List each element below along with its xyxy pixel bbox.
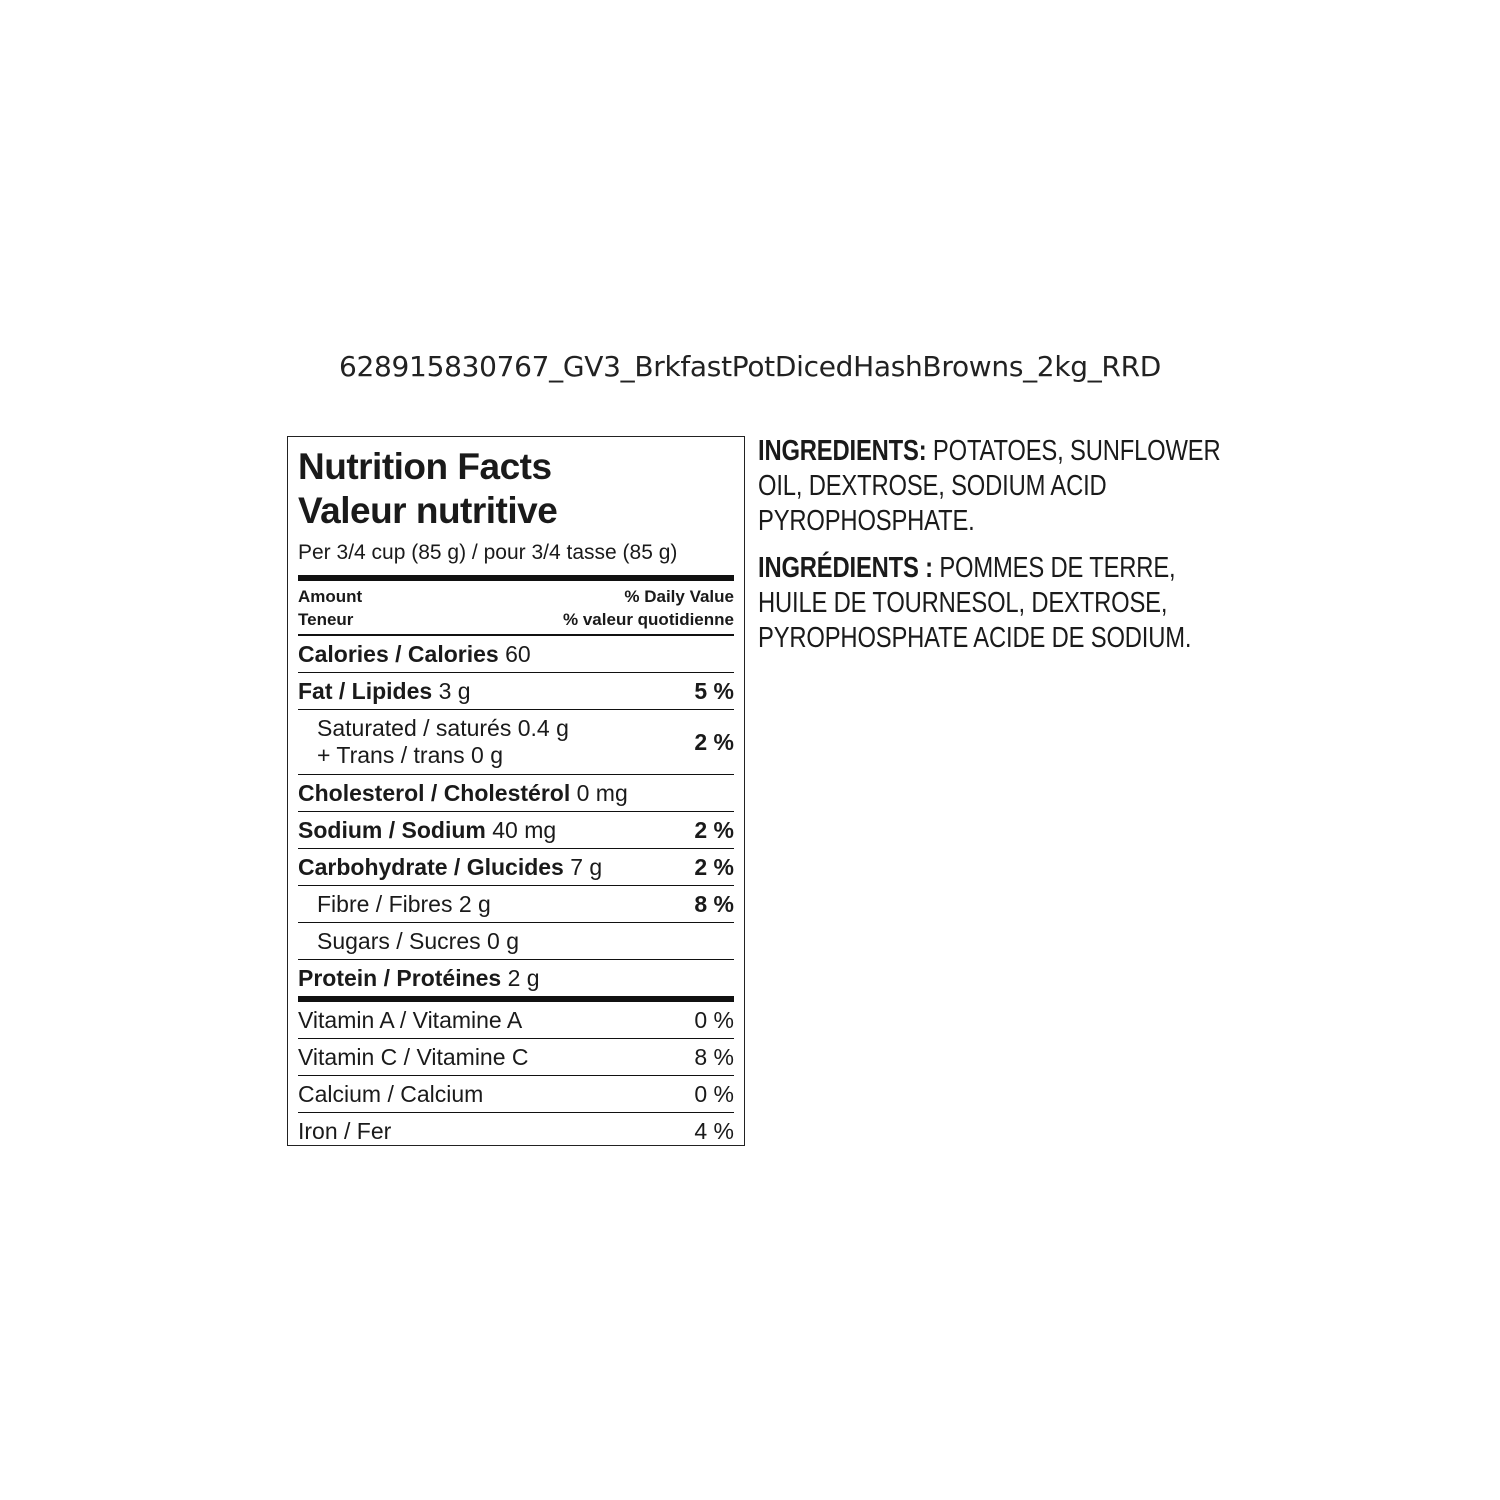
carbohydrate-amount: 7 g [570, 853, 603, 880]
calcium-label: Calcium / Calcium [298, 1080, 484, 1107]
protein-label: Protein / Protéines [298, 964, 502, 991]
nutrient-row-carbohydrate [298, 849, 734, 886]
serving-size: Per 3/4 cup (85 g) / pour 3/4 tasse (85 g) [298, 541, 734, 581]
fat-daily-value: 5 % [694, 677, 734, 704]
saturated-daily-value: 2 % [694, 728, 734, 755]
file-name-title: 628915830767_GV3_BrkfastPotDicedHashBrowns_2kg_RRD [339, 350, 1161, 383]
daily-value-label-en: % Daily Value [624, 587, 734, 606]
fat-label: Fat / Lipides [298, 677, 433, 704]
cholesterol-amount: 0 mg [576, 779, 628, 806]
nutrient-row-calories [298, 636, 734, 673]
fibre-label: Fibre / Fibres 2 g [317, 890, 491, 917]
nutrient-row-sugars [298, 923, 734, 960]
sodium-daily-value: 2 % [694, 816, 734, 843]
nutrient-row-fat [298, 673, 734, 710]
trans-label: + Trans / trans 0 g [317, 742, 504, 768]
vitamin-c-daily-value: 8 % [694, 1043, 734, 1070]
sugars-label: Sugars / Sucres 0 g [317, 927, 519, 954]
amount-label-fr: Teneur [298, 610, 354, 629]
carbohydrate-label: Carbohydrate / Glucides [298, 853, 564, 880]
calcium-daily-value: 0 % [694, 1080, 734, 1107]
nutrient-row-vitamin-c [298, 1039, 734, 1076]
calories-amount: 60 [505, 640, 531, 667]
nutrient-row-iron [298, 1113, 734, 1149]
nutrition-title-en: Nutrition Facts [298, 446, 552, 487]
iron-label: Iron / Fer [298, 1117, 392, 1144]
nutrient-row-protein [298, 960, 734, 1002]
nutrition-title-fr: Valeur nutritive [298, 490, 558, 531]
fibre-daily-value: 8 % [694, 890, 734, 917]
nutrition-facts-panel [287, 436, 745, 1146]
sodium-label: Sodium / Sodium [298, 816, 486, 843]
fat-amount: 3 g [438, 677, 471, 704]
iron-daily-value: 4 % [694, 1117, 734, 1144]
nutrient-row-calcium [298, 1076, 734, 1113]
daily-value-label-fr: % valeur quotidienne [563, 610, 734, 629]
vitamin-a-label: Vitamin A / Vitamine A [298, 1006, 523, 1033]
ingredients-heading-fr: INGRÉDIENTS : [758, 552, 933, 584]
ingredients-heading-en: INGREDIENTS: [758, 435, 927, 467]
nutrient-row-vitamin-a [298, 1002, 734, 1039]
ingredients-panel [758, 434, 1228, 668]
carbohydrate-daily-value: 2 % [694, 853, 734, 880]
protein-amount: 2 g [507, 964, 540, 991]
saturated-label: Saturated / saturés 0.4 g [317, 715, 569, 741]
nutrient-row-fibre [298, 886, 734, 923]
vitamin-a-daily-value: 0 % [694, 1006, 734, 1033]
ingredients-en [758, 434, 1228, 539]
calories-label: Calories / Calories [298, 640, 499, 667]
nutrient-row-sodium [298, 812, 734, 849]
amount-label-en: Amount [298, 587, 363, 606]
sodium-amount: 40 mg [492, 816, 557, 843]
ingredients-text-fr: POMMES DE TERRE, HUILE DE TOURNESOL, DEXTROSE, PYROPHOSPHATE ACIDE DE SODIUM. [758, 552, 1192, 654]
cholesterol-label: Cholesterol / Cholestérol [298, 779, 571, 806]
ingredients-fr [758, 551, 1228, 656]
ingredients-text-en: POTATOES, SUNFLOWER OIL, DEXTROSE, SODIUM ACID PYROPHOSPHATE. [758, 435, 1221, 537]
nutrient-row-saturated-trans [298, 710, 734, 775]
nutrition-column-header [298, 581, 734, 636]
vitamin-c-label: Vitamin C / Vitamine C [298, 1043, 529, 1070]
nutrient-row-cholesterol [298, 775, 734, 812]
